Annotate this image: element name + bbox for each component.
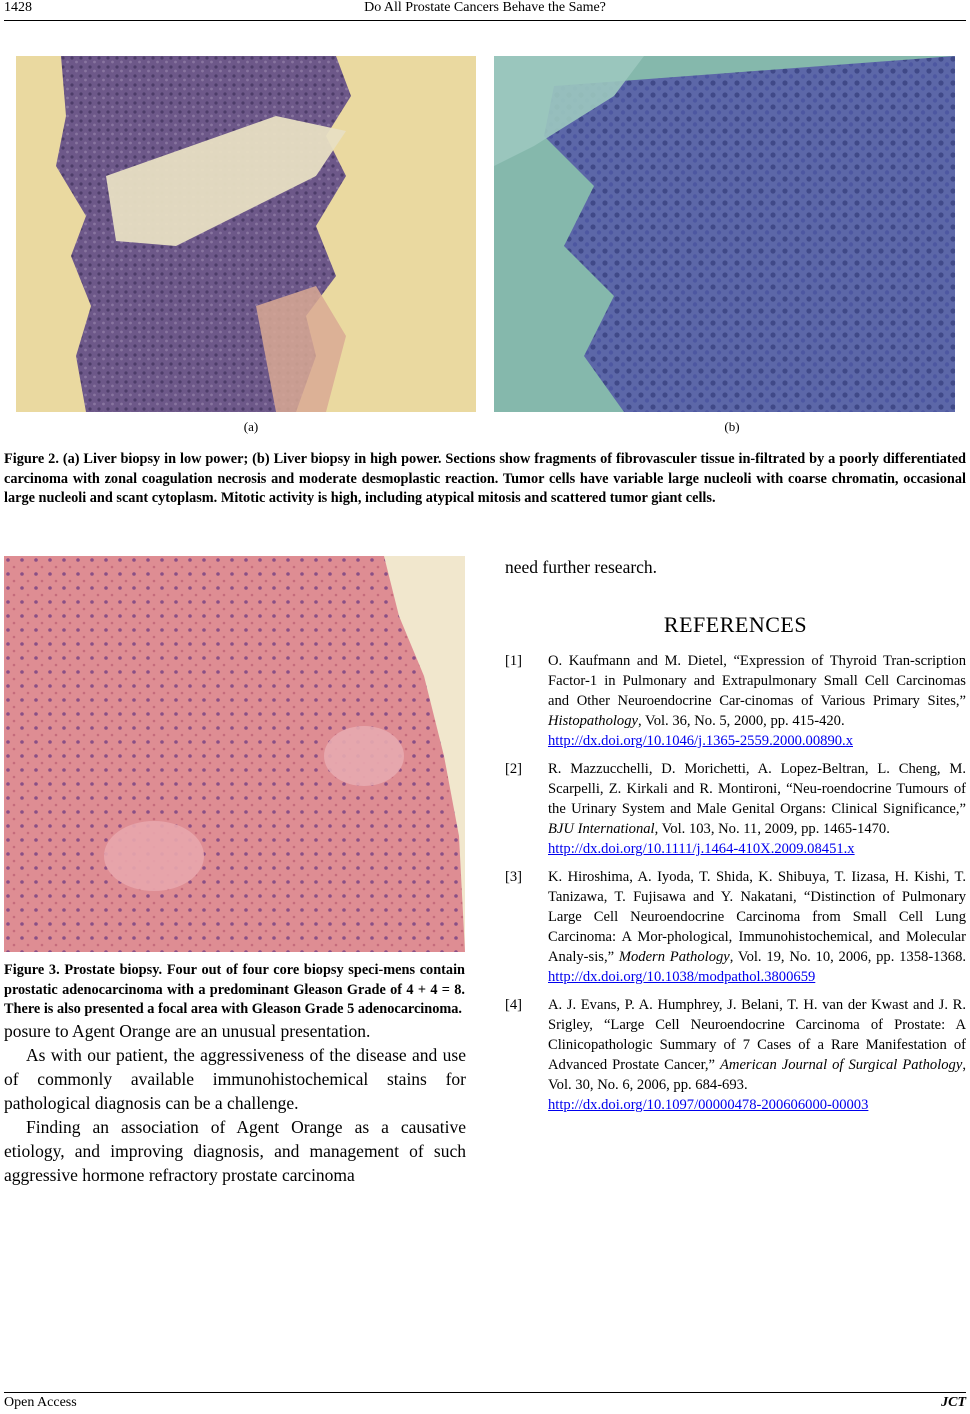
reference-text: K. Hiroshima, A. Iyoda, T. Shida, K. Shibuya, T. Iizasa, H. Kishi, T. Tanizawa, T. Fujisawa and Y. Nakatani, “Distinction of Pulmonary Large Cell Neuroendocrine Carcinoma from Small Cell Lung Carcinoma: A Mor-phological, Immunohistochemical, and Molecular Analy-sis,” [548,869,966,965]
reference-list [505,651,966,1123]
reference-text: A. J. Evans, P. A. Humphrey, J. Belani, T. H. van der Kwast and J. R. Srigley, “Large Cell Neuroendocrine Carcinoma of Prostate: A Clinicopathologic Summary of 7 Cases of a Rare Manifestation of Advanced Prostate Cancer,” [548,997,966,1073]
figure-2a-liver-biopsy-low-power [16,56,476,412]
paragraph: posure to Agent Orange are an unusual presentation. [4,1021,371,1041]
reference-journal: BJU International [548,821,655,837]
references-heading: REFERENCES [663,612,808,637]
figure-2b-liver-biopsy-high-power [494,56,955,412]
footer-open-access: Open Access [4,1395,77,1410]
reference-number: [1] [505,653,523,669]
reference-doi-link[interactable]: http://dx.doi.org/10.1038/modpathol.3800659 [548,969,816,985]
reference-doi-link[interactable]: http://dx.doi.org/10.1097/00000478-200606000-00003 [548,1097,869,1113]
footer-journal-abbrev: JCT [941,1395,966,1410]
reference-item [505,995,966,1115]
reference-item [505,867,966,987]
reference-item [505,759,966,859]
reference-text: , Vol. 36, No. 5, 2000, pp. 415-420. [638,713,845,729]
reference-text: , Vol. 103, No. 11, 2009, pp. 1465-1470. [654,821,890,837]
reference-doi-link[interactable]: http://dx.doi.org/10.1046/j.1365-2559.2000.00890.x [548,733,853,749]
figure-3-caption: Figure 3. Prostate biopsy. Four out of four core biopsy speci-mens contain prostatic adenocarcinoma with a predominant Gleason Grade of 4 + 4 = 8. There is also presented a focal area with Gleason Grade 5 adenocarcinoma. [4,962,465,1017]
reference-journal: Histopathology [548,713,638,729]
reference-journal: American Journal of Surgical Pathology [720,1057,963,1073]
header-rule [4,20,966,21]
reference-item [505,651,966,751]
figure-2a-micrograph [16,56,476,412]
reference-text: O. Kaufmann and M. Dietel, “Expression of Thyroid Tran-scription Factor-1 in Pulmonary and Extrapulmonary Small Cell Carcinomas and Other Neuroendocrine Car-cinomas of Various Primary Sites,” [548,653,966,709]
reference-text: R. Mazzucchelli, D. Morichetti, A. Lopez-Beltran, L. Cheng, M. Scarpelli, Z. Kirkali and R. Montironi, “Neu-roendocrine Tumours of the Urinary System and Male Genital Organs: Clinical Significance,” [548,761,966,817]
figure-2-caption: Figure 2. (a) Liver biopsy in low power; (b) Liver biopsy in high power. Sections show fragments of fibrovasculer tissue in-filtrated by a poorly differentiated carcinoma with zonal coagulation necrosis and moderate desmoplastic reaction. Tumor cells have variable large nucleoli with coarse chromatin, occasional large nucleoli and scant cytoplasm. Mitotic activity is high, including atypical mitosis and scattered tumor giant cells. [4,451,966,506]
paragraph: As with our patient, the aggressiveness of the disease and use of commonly available immunohistochemical stains for pathological diagnosis can be a challenge. [4,1045,466,1113]
figure-3-prostate-biopsy [4,556,465,952]
footer-rule [4,1392,966,1393]
reference-text: , Vol. 30, No. 6, 2006, pp. 684-693. [548,1057,966,1093]
reference-journal: Modern Pathology [618,949,730,965]
figure-3-micrograph [4,556,465,952]
running-title: Do All Prostate Cancers Behave the Same? [364,0,606,15]
reference-number: [2] [505,761,523,777]
figure-2b-micrograph [494,56,955,412]
reference-doi-link[interactable]: http://dx.doi.org/10.1111/j.1464-410X.2009.08451.x [548,841,855,857]
figure-2a-label: (a) [243,419,259,434]
reference-number: [3] [505,869,523,885]
reference-number: [4] [505,997,523,1013]
left-column-text [4,1019,466,1187]
paragraph: Finding an association of Agent Orange as a causative etiology, and improving diagnosis, and management of such aggressive hormone refractory prostate carcinoma [4,1117,466,1185]
reference-text: , Vol. 19, No. 10, 2006, pp. 1358-1368. [729,949,967,965]
figure-2b-label: (b) [724,419,740,434]
page-number: 1428 [4,0,32,15]
continuation-text: need further research. [505,557,658,577]
